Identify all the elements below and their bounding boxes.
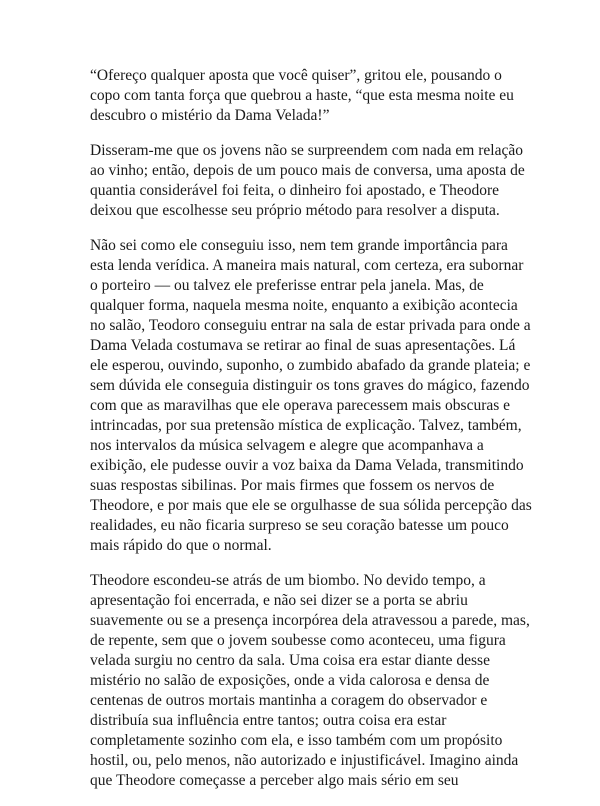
text-line: sem dúvida ele conseguia distinguir os tons graves do mágico, fazendo [90, 377, 530, 394]
text-line: exibição, ele pudesse ouvir a voz baixa da Dama Velada, transmitindo [90, 457, 524, 474]
text-line: velada surgiu no centro da sala. Uma coisa era estar diante desse [90, 652, 490, 669]
paragraph-3 [90, 236, 530, 556]
text-line: “Ofereço qualquer aposta que você quiser”, gritou ele, pousando o [90, 67, 502, 84]
text-line: intrincadas, por sua pretensão mística de explicação. Talvez, também, [90, 417, 522, 434]
text-line: Não sei como ele conseguiu isso, nem tem grande importância para [90, 237, 508, 254]
text-line: ele esperou, ouvindo, suponho, o zumbido abafado da grande plateia; e [90, 357, 531, 374]
body-text [90, 66, 530, 806]
text-line: completamente sozinho com ela, e isso também com um propósito [90, 732, 503, 749]
text-line: qualquer forma, naquela mesma noite, enquanto a exibição acontecia [90, 297, 518, 314]
text-line: distribuía sua influência entre tantos; outra coisa era estar [90, 712, 447, 729]
text-line: de repente, sem que o jovem soubesse como aconteceu, uma figura [90, 632, 506, 649]
text-line: descubro o mistério da Dama Velada!” [90, 107, 330, 124]
text-line: o porteiro — ou talvez ele preferisse entrar pela janela. Mas, de [90, 277, 484, 294]
paragraph-4 [90, 571, 530, 791]
text-line: hostil, ou, pelo menos, não autorizado e injustificável. Imagino ainda [90, 752, 519, 769]
paragraph-2 [90, 141, 530, 221]
paragraph-1 [90, 66, 530, 126]
text-line: realidades, eu não ficaria surpreso se seu coração batesse um pouco [90, 517, 509, 534]
text-line: com que as maravilhas que ele operava parecessem mais obscuras e [90, 397, 511, 414]
text-line: apresentação foi encerrada, e não sei dizer se a porta se abriu [90, 592, 468, 609]
text-line: esta lenda verídica. A maneira mais natural, com certeza, era subornar [90, 257, 524, 274]
text-line: quantia considerável foi feita, o dinheiro foi apostado, e Theodore [90, 182, 500, 199]
text-line: Theodore escondeu-se atrás de um biombo. No devido tempo, a [90, 572, 486, 589]
text-line: suavemente ou se a presença incorpórea dela atravessou a parede, mas, [90, 612, 530, 629]
text-line: suas respostas sibilinas. Por mais firmes que fossem os nervos de [90, 477, 495, 494]
text-line: centenas de outros mortais mantinha a coragem do observador e [90, 692, 488, 709]
text-line: mistério no salão de exposições, onde a vida calorosa e densa de [90, 672, 490, 689]
text-line: no salão, Teodoro conseguiu entrar na sala de estar privada para onde a [90, 317, 531, 334]
text-line: ao vinho; então, depois de um pouco mais de conversa, uma aposta de [90, 162, 525, 179]
text-line: Theodore, e por mais que ele se orgulhasse de sua sólida percepção das [90, 497, 532, 514]
text-line: Disseram-me que os jovens não se surpreendem com nada em relação [90, 142, 523, 159]
text-line: copo com tanta força que quebrou a haste, “que esta mesma noite eu [90, 87, 514, 104]
text-line: nos intervalos da música selvagem e alegre que acompanhava a [90, 437, 484, 454]
text-line: Dama Velada costumava se retirar ao final de suas apresentações. Lá [90, 337, 516, 354]
text-line: mais rápido do que o normal. [90, 537, 272, 554]
text-line: deixou que escolhesse seu próprio método para resolver a disputa. [90, 202, 500, 219]
text-line: que Theodore começasse a perceber algo mais sério em seu [90, 772, 459, 789]
